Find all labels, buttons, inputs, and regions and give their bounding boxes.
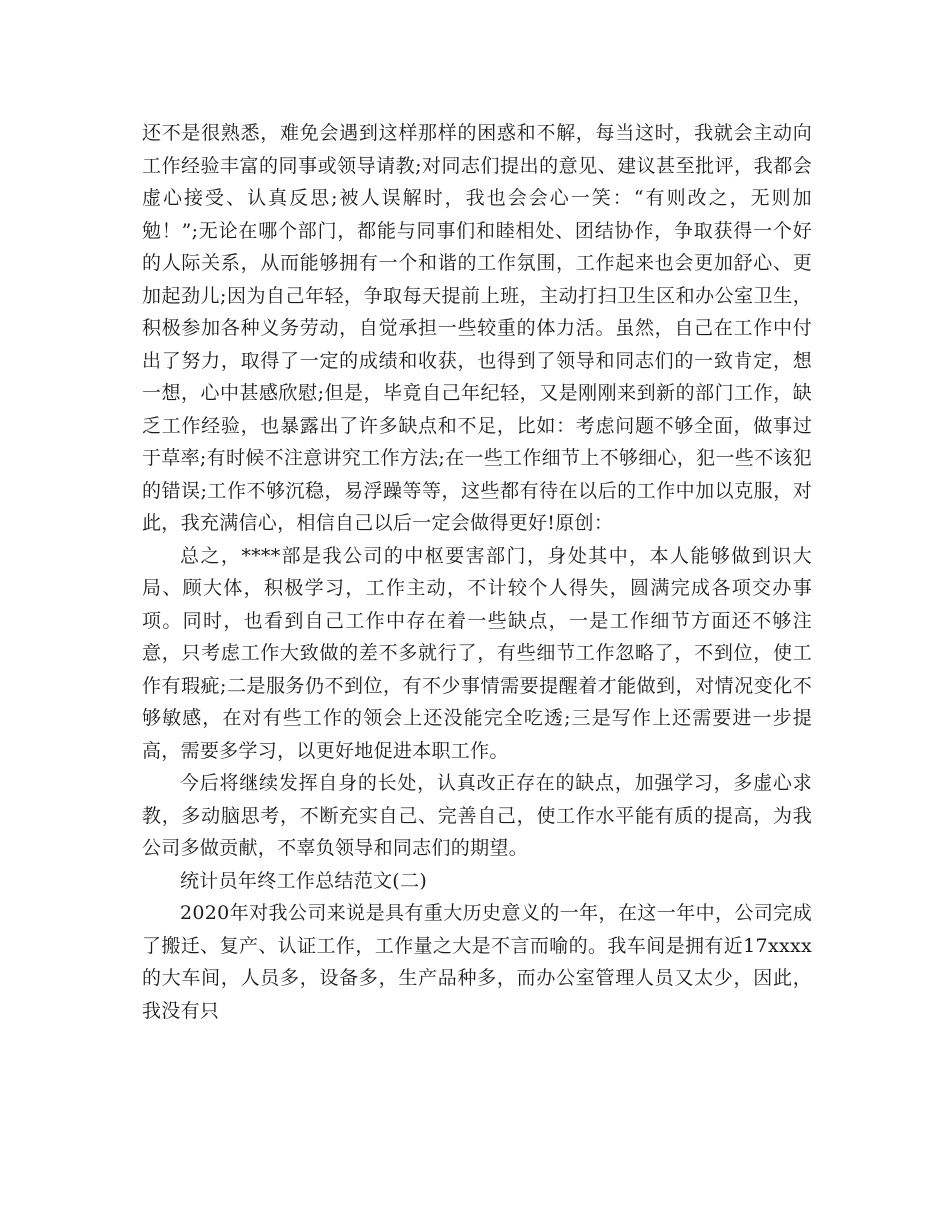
paragraph-summary: 总之，****部是我公司的中枢要害部门，身处其中，本人能够做到识大局、顾大体，积极学习，工作主动，不计较个人得失，圆满完成各项交办事项。同时，也看到自己工作中存在着一些缺点，一是工作细节方面还不够注意，只考虑工作大致做的差不多就行了，有些细节工作忽略了，不到位，使工作有瑕疵;二是服务仍不到位，有不少事情需要提醒着才能做到，对情况变化不够敏感，在对有些工作的领会上还没能完全吃透;三是写作上还需要进一步提高，需要多学习，以更好地促进本职工作。 <box>142 544 812 762</box>
paragraph-continued: 还不是很熟悉，难免会遇到这样那样的困惑和不解，每当这时，我就会主动向工作经验丰富的同事或领导请教;对同志们提出的意见、建议甚至批评，我都会虚心接受、认真反思;被人误解时，我也会会心一笑：“有则改之，无则加勉！”;无论在哪个部门，都能与同事们和睦相处、团结协作，争取获得一个好的人际关系，从而能够拥有一个和谐的工作氛围，工作起来也会更加舒心、更加起劲儿;因为自己年轻，争取每天提前上班，主动打扫卫生区和办公室卫生，积极参加各种义务劳动，自觉承担一些较重的体力活。虽然，自己在工作中付出了努力，取得了一定的成绩和收获，也得到了领导和同志们的一致肯定，想一想，心中甚感欣慰;但是，毕竟自己年纪轻，又是刚刚来到新的部门工作，缺乏工作经验，也暴露出了许多缺点和不足，比如：考虑问题不够全面，做事过于草率;有时候不注意讲究工作方法;在一些工作细节上不够细心，犯一些不该犯的错误;工作不够沉稳，易浮躁等等，这些都有待在以后的工作中加以克服，对此，我充满信心，相信自己以后一定会做得更好!原创： <box>142 122 812 534</box>
paragraph-2020: 2020年对我公司来说是具有重大历史意义的一年，在这一年中，公司完成了搬迁、复产、认证工作，工作量之大是不言而喻的。我车间是拥有近17xxxx的大车间，人员多，设备多，生产品种多，而办公室管理人员又太少，因此，我没有只 <box>142 902 812 1022</box>
section-heading: 统计员年终工作总结范文(二) <box>180 869 428 892</box>
document-body <box>142 117 812 1027</box>
paragraph-outlook: 今后将继续发挥自身的长处，认真改正存在的缺点，加强学习，多虚心求教，多动脑思考，不断充实自己、完善自己，使工作水平能有质的提高，为我公司多做贡献，不辜负领导和同志们的期望。 <box>142 772 812 859</box>
